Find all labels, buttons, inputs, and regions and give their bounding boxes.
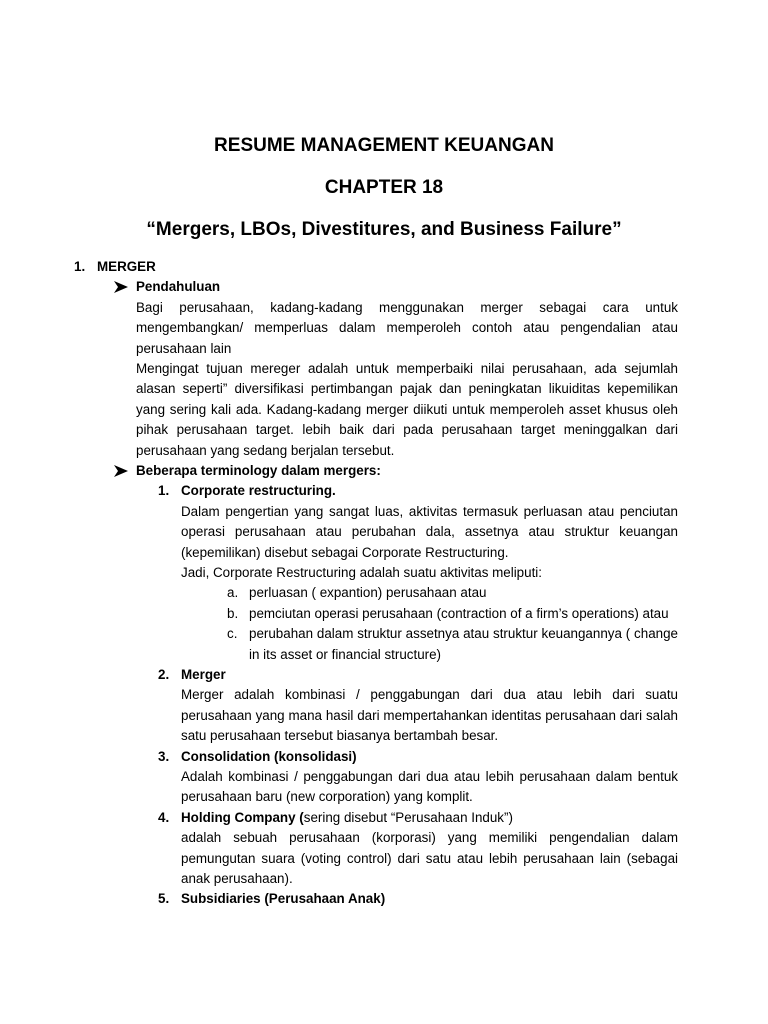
sub-list-item bbox=[0, 624, 768, 665]
item-title: Merger bbox=[181, 667, 226, 683]
paragraph: Adalah kombinasi / penggabungan dari dua atau lebih perusahaan dalam bentuk perusahaan baru (new corporation) yang komplit. bbox=[181, 769, 678, 805]
paragraph: Jadi, Corporate Restructuring adalah suatu aktivitas meliputi: bbox=[181, 565, 542, 581]
arrow-bullet-icon bbox=[113, 464, 129, 478]
list-item bbox=[0, 808, 768, 828]
arrow-bullet-icon bbox=[113, 280, 129, 294]
paragraph: adalah sebuah perusahaan (korporasi) yang memiliki pengendalian dalam pemungutan suara (voting control) dari satu atau lebih perusahaan lain (sebagai anak perusahaan). bbox=[181, 830, 678, 887]
sub-item-letter: a. bbox=[227, 585, 239, 601]
paragraph: Bagi perusahaan, kadang-kadang menggunakan merger sebagai cara untuk mengembangkan/ memperluas dalam memperoleh contoh atau pengendalian atau perusahaan lain bbox=[136, 299, 678, 356]
bullet-terminology bbox=[0, 461, 768, 481]
list-item bbox=[0, 889, 768, 909]
section-heading-merger bbox=[0, 257, 768, 277]
sub-item-letter: b. bbox=[227, 605, 239, 621]
chapter-subtitle: “Mergers, LBOs, Divestitures, and Business Failure” bbox=[146, 219, 622, 240]
sub-list-item bbox=[0, 604, 768, 624]
item-title: Consolidation (konsolidasi) bbox=[181, 748, 357, 764]
sub-item-text: pemciutan operasi perusahaan (contraction of a firm’s operations) atau bbox=[249, 605, 669, 621]
item-title: Corporate restructuring. bbox=[181, 483, 336, 499]
sub-item-text: perluasan ( expantion) perusahaan atau bbox=[249, 585, 487, 601]
title-block bbox=[0, 134, 768, 242]
bullet-pendahuluan bbox=[0, 277, 768, 297]
list-item bbox=[0, 747, 768, 767]
item-title: Holding Company ( bbox=[181, 809, 304, 825]
sub-item-text: perubahan dalam struktur assetnya atau struktur keuangannya ( change in its asset or financial structure) bbox=[249, 626, 678, 662]
sub-item-letter: c. bbox=[227, 626, 238, 642]
list-item bbox=[0, 665, 768, 685]
document-title: RESUME MANAGEMENT KEUANGAN bbox=[214, 135, 554, 156]
list-item bbox=[0, 481, 768, 501]
item-title-note: sering disebut “Perusahaan Induk”) bbox=[303, 809, 513, 825]
paragraph: Dalam pengertian yang sangat luas, aktivitas termasuk perluasan atau penciutan operasi perusahaan atau perubahan dala, assetnya atau struktur keuangan (kepemilikan) disebut sebagai Corporate Restructuring. bbox=[181, 503, 678, 560]
section-number: 1. bbox=[74, 259, 86, 274]
subsection-title: Pendahuluan bbox=[136, 279, 221, 295]
item-number: 1. bbox=[158, 483, 170, 499]
item-number: 3. bbox=[158, 748, 170, 764]
subsection-title: Beberapa terminology dalam mergers: bbox=[136, 463, 381, 479]
item-number: 5. bbox=[158, 891, 170, 907]
item-title: Subsidiaries (Perusahaan Anak) bbox=[181, 891, 386, 907]
section-title: MERGER bbox=[97, 259, 156, 274]
item-number: 4. bbox=[158, 809, 170, 825]
chapter-heading: CHAPTER 18 bbox=[324, 177, 444, 198]
document-body bbox=[0, 257, 768, 910]
paragraph: Merger adalah kombinasi / penggabungan dari dua atau lebih dari suatu perusahaan yang mana hasil dari mempertahankan identitas perusahaan dari salah satu perusahaan tersebut biasanya bertambah besar. bbox=[181, 687, 678, 744]
sub-list-item bbox=[0, 583, 768, 603]
paragraph: Mengingat tujuan mereger adalah untuk memperbaiki nilai perusahaan, ada sejumlah alasan seperti” diversifikasi pertimbangan pajak dan peningkatan likuiditas kepemilikan yang sering kali ada. Kadang-kadang merger diikuti untuk memperoleh asset khusus oleh pihak perusahaan target. lebih baik dari pada perusahaan target meninggalkan dari perusahaan yang sedang berjalan tersebut. bbox=[136, 361, 678, 458]
item-number: 2. bbox=[158, 667, 170, 683]
